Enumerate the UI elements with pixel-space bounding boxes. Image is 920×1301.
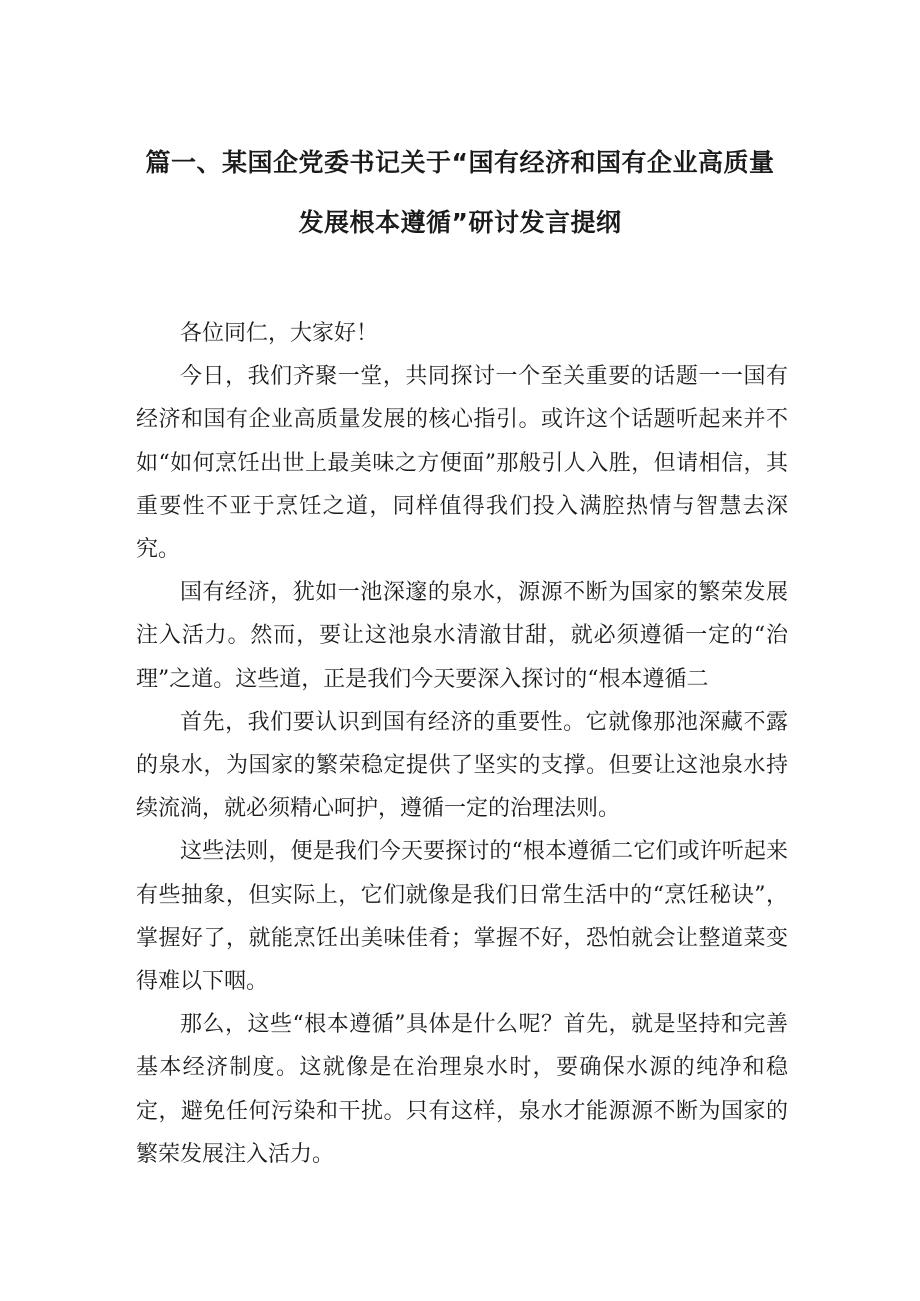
body-paragraph-5: 那么，这些“根本遵循”具体是什么呢？首先，就是坚持和完善基本经济制度。这就像是在治理泉水时，要确保水源的纯净和稳定，避免任何污染和干扰。只有这样，泉水才能源源不断为国家的繁荣发展注入活力。: [136, 1012, 788, 1167]
body-paragraph-1: 今日，我们齐聚一堂，共同探讨一个至关重要的话题一一国有经济和国有企业高质量发展的核心指引。或许这个话题听起来并不如“如何烹饪出世上最美味之方便面”那般引人入胜，但请相信，其重要性不亚于烹饪之道，同样值得我们投入满腔热情与智慧去深究。: [136, 364, 788, 563]
body-paragraph-3: 首先，我们要认识到国有经济的重要性。它就像那池深藏不露的泉水，为国家的繁荣稳定提供了坚实的支撑。但要让这池泉水持续流淌，就必须精心呵护，遵循一定的治理法则。: [136, 709, 788, 822]
body-paragraph-2: 国有经济，犹如一池深邃的泉水，源源不断为国家的繁荣发展注入活力。然而，要让这池泉水清澈甘甜，就必须遵循一定的“治理”之道。这些道，正是我们今天要深入探讨的“根本遵循二: [136, 580, 788, 692]
document-body: [136, 312, 788, 1176]
document-title-line-1: 篇一、某国企党委书记关于“国有经济和国有企业高质量: [145, 148, 775, 177]
body-paragraph-4: 这些法则，便是我们今天要探讨的“根本遵循二它们或许听起来有些抽象，但实际上，它们就像是我们日常生活中的“烹饪秘诀”，掌握好了，就能烹饪出美味佳肴；掌握不好，恐怕就会让整道菜变得难以下咽。: [136, 839, 788, 995]
document-title-line-2: 发展根本遵循”研讨发言提纲: [298, 208, 622, 237]
greeting-paragraph: 各位同仁，大家好！: [180, 321, 379, 346]
